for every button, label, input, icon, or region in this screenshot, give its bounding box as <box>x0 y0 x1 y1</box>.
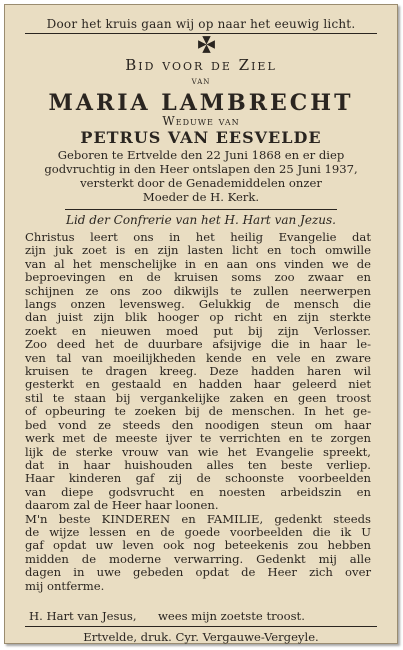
info-line: Moeder de H. Kerk. <box>142 190 260 204</box>
memorial-card <box>4 4 398 644</box>
confrerie-line: Lid der Confrerie van het H. Hart van Jezus. <box>66 213 336 227</box>
top-verse: Door het kruis gaan wij op naar het eeuwig licht. <box>46 17 356 31</box>
text-line: Haar kinderen gaf zij de schoonste voorbeelden <box>25 471 371 486</box>
text-line: gaf opdat uw leven ook nog beteekenis zou hebben <box>25 538 371 553</box>
life-info <box>31 148 371 204</box>
husband-name: PETRUS VAN EESVELDE <box>80 128 322 147</box>
text-line: lijk de sterke vrouw van wie het Evangelie spreekt, <box>25 444 371 459</box>
text-line: dat in haar huishouden alles ten beste verliep. <box>25 457 371 472</box>
deceased-name: MARIA LAMBRECHT <box>48 90 354 116</box>
text-line: mij ontferme. <box>25 578 105 593</box>
memorial-text <box>25 231 371 593</box>
widow-label: Weduwe van <box>162 114 240 128</box>
printer-line: Ertvelde, druk. Cyr. Vergauwe-Vergeyle. <box>83 630 319 644</box>
card-title: Bid voor de Ziel <box>125 56 277 74</box>
bottom-divider <box>25 626 377 627</box>
text-line: de wijze lessen en de goede voorbeelden die ik U <box>25 524 371 539</box>
text-line: dagen in uwe gebeden opdat de Heer zich over <box>25 565 371 580</box>
text-line: bed vond ze steeds den noodigen steun om haar <box>25 417 371 432</box>
text-line: midden de moderne verwarring. Gedenkt mij alle <box>25 551 371 566</box>
text-line: Zoo deed het de duurbare afsijvige die in haar le- <box>25 337 371 352</box>
text-line: daarom zal de Heer haar loonen. <box>25 498 219 513</box>
maltese-cross-icon <box>196 34 217 55</box>
text-line: zijn juk zoet is en zijn lasten licht en toch omwille <box>25 243 371 258</box>
text-line: langs onzen levensweg. Gelukkig de mensch die <box>25 297 371 312</box>
text-line: zoekt en nieuwen moed put bij zijn Verlosser. <box>25 323 371 338</box>
text-line: Christus leert ons in het heilig Evangelie dat <box>25 230 371 244</box>
text-line: dan juist zijn blik hooger op richt en zijn sterkte <box>25 310 371 325</box>
closing-right: wees mijn zoetste troost. <box>157 609 305 623</box>
closing-prayer <box>29 609 367 623</box>
text-line: beproevingen en de kruisen soms zoo zwaar en <box>25 270 371 285</box>
info-line: godvruchtig in den Heer ontslapen den 25 Juni 1937, <box>44 162 358 176</box>
info-line: Geboren te Ertvelde den 22 Juni 1868 en er diep <box>57 148 345 162</box>
info-line: versterkt door de Genademiddelen onzer <box>80 176 322 190</box>
text-line: werk met de meeste ijver te verrichten en te zorgen <box>25 431 371 446</box>
van-label: van <box>191 76 211 87</box>
text-line: gesterkt en gestaald en hadden haar geleerd niet <box>25 377 371 392</box>
text-line: kruisen te dragen kreeg. Deze hadden haren wil <box>25 364 371 379</box>
text-line: M'n beste KINDEREN en FAMILIE, gedenkt steeds <box>25 511 371 526</box>
text-line: ven tal van moeilijkheden kende en vele en zware <box>25 350 371 365</box>
text-line: of opbeuring te zoeken bij de menschen. In het ge- <box>25 404 371 419</box>
text-line: van al het menschelijke in en aan ons vinden we de <box>25 256 371 271</box>
text-line: schijnen ze ons zoo dikwijls te zullen neerwerpen <box>25 283 371 298</box>
closing-left: H. Hart van Jesus, <box>29 609 137 623</box>
mid-divider <box>65 209 337 210</box>
text-line: stil te staan bij vergankelijke zaken en geen troost <box>25 390 371 405</box>
text-line: van diepe godsvrucht en noesten arbeidszin en <box>25 484 371 499</box>
